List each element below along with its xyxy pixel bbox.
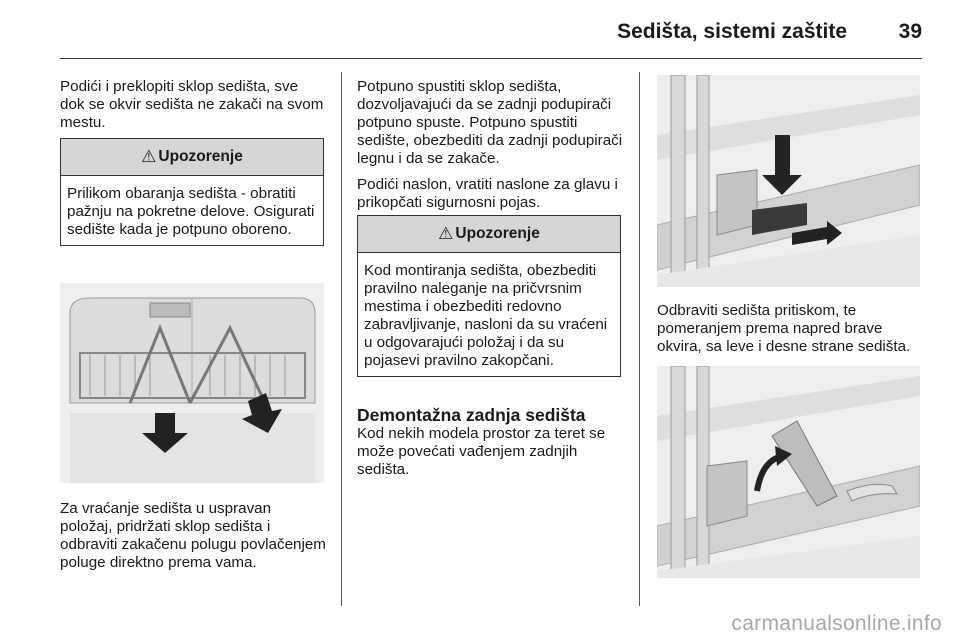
caption-1-wrap (60, 500, 326, 572)
warning-header (358, 216, 620, 253)
removable-seats-section (357, 405, 623, 479)
page-number: 39 (898, 20, 922, 43)
warning-triangle-icon: ⚠ (438, 224, 454, 243)
column-divider-1 (341, 72, 342, 606)
caption-1: Za vraćanje sedišta u uspravan položaj, pridržati sklop sedišta i odbraviti zakačenu polugu povlačenjem poluge direktno prema vama. (60, 500, 326, 571)
warning-box-1 (60, 138, 324, 246)
caption-3: Odbraviti sedišta pritiskom, te pomeranjem prema napred brave okvira, sa leve i desne strane sedišta. (657, 302, 911, 355)
warning-text: Prilikom obaranja sedišta - obratiti pažnju na pokretne delove. Osigurati sedište kada je potpuno oboreno. (67, 185, 315, 238)
watermark: carmanualsonline.info (731, 612, 942, 635)
warning-text: Kod montiranja sedišta, obezbediti pravilno naleganje na pričvrsnim mestima i obezbediti redovno zabravljivanje, nasloni da su vraćeni u odgovarajući položaj i da su pojasevi pravilno zakopčani. (364, 262, 608, 369)
column-2 (357, 78, 623, 212)
seat-folding-illustration (60, 283, 324, 483)
paragraph-removable-seats: Kod nekih modela prostor za teret se može povećati vađenjem zadnjih sedišta. (357, 425, 606, 478)
intro-paragraph: Podići i preklopiti sklop sedišta, sve dok se okvir sedišta ne zakači na svom mestu. (60, 78, 324, 131)
warning-triangle-icon: ⚠ (141, 147, 157, 166)
warning-box-2 (357, 215, 621, 377)
column-divider-2 (639, 72, 640, 606)
page-title: Sedišta, sistemi zaštite (617, 20, 847, 43)
paragraph-lower-seat: Potpuno spustiti sklop sedišta, dozvoljavajući da se zadnji podupirači potpuno spuste. Potpuno spustiti sedište, obezbediti da zadnji podupirači legnu i da se zakače. (357, 78, 623, 167)
warning-title: Upozorenje (455, 225, 540, 242)
warning-header (61, 139, 323, 176)
column-1 (60, 78, 326, 132)
caption-3-wrap (657, 302, 925, 356)
section-heading: Demontažna zadnja sedišta (357, 405, 586, 425)
seat-latch-release-illustration (657, 366, 920, 578)
warning-title: Upozorenje (158, 148, 243, 165)
seat-latch-press-illustration (657, 75, 920, 287)
header-rule (60, 58, 922, 59)
page-header (60, 14, 922, 58)
paragraph-raise-backrest: Podići naslon, vratiti naslone za glavu i prikopčati sigurnosni pojas. (357, 176, 618, 211)
